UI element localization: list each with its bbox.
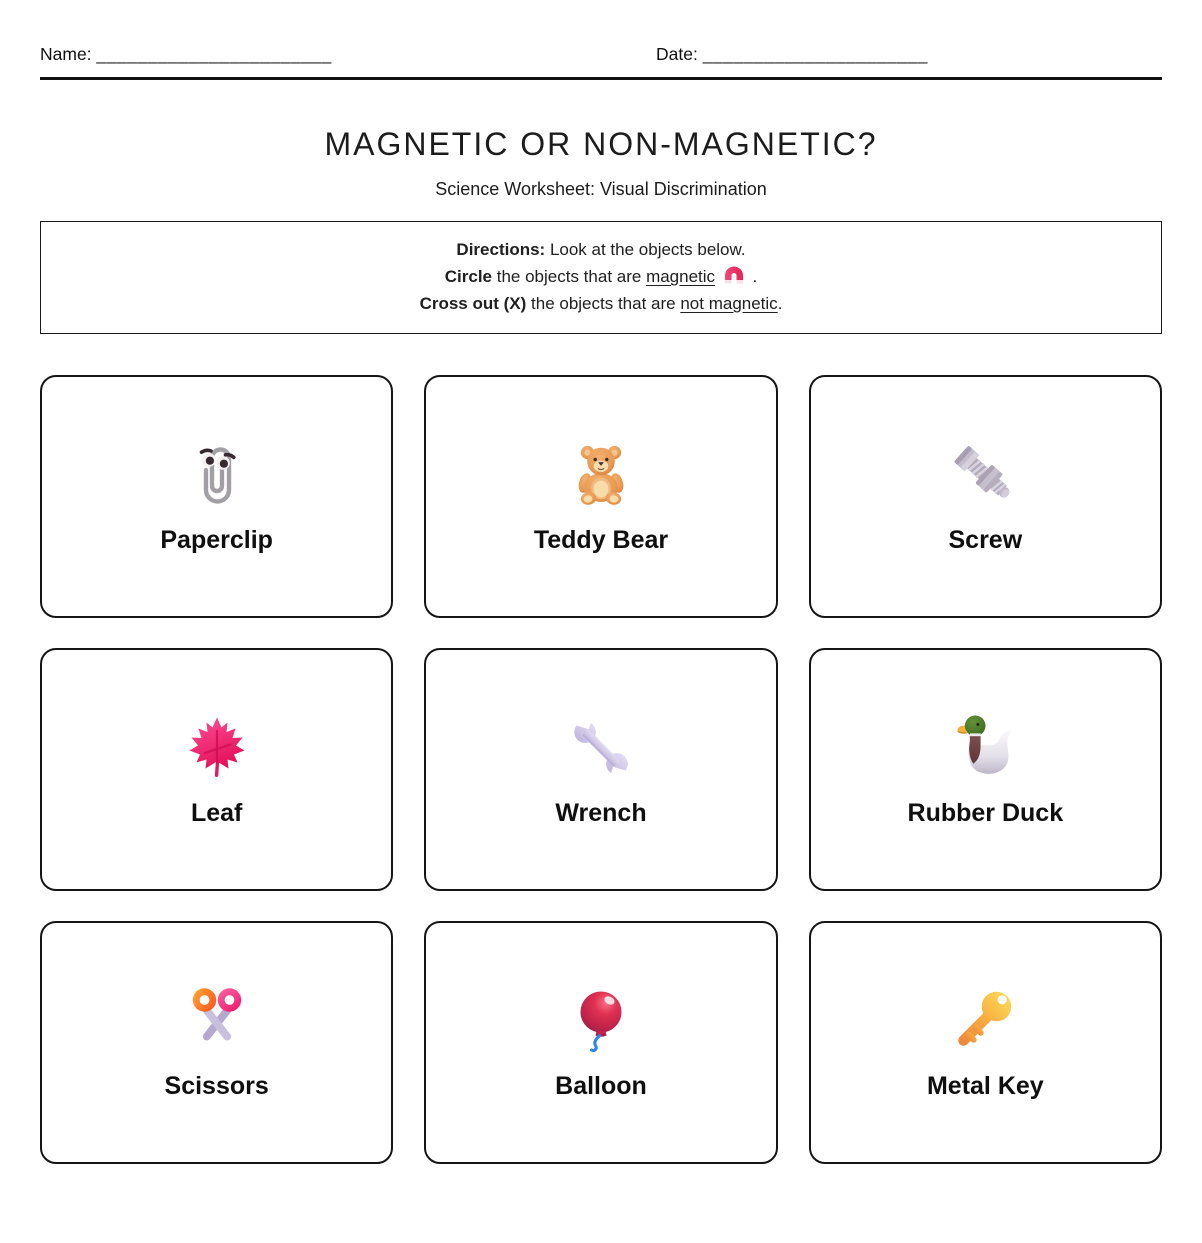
duck-icon [949,712,1021,784]
cross-out-bold: Cross out (X) [419,294,527,313]
wrench-icon [565,712,637,784]
card-label: Screw [948,525,1023,554]
directions-bold: Directions: [456,240,546,259]
header-divider [40,77,1162,80]
card-label: Wrench [555,798,647,827]
directions-text: Look at the objects below. [545,240,746,259]
worksheet-page [0,44,1202,1204]
magnetic-underlined: magnetic [646,267,716,286]
scissors-icon [181,985,253,1057]
date-field [656,44,928,65]
card-label: Leaf [190,798,243,827]
page-subtitle: Science Worksheet: Visual Discrimination [435,179,767,199]
directions-line-1 [51,236,1151,263]
magnet-icon [721,265,747,287]
circle-bold: Circle [444,267,493,286]
card-label: Scissors [164,1071,269,1100]
directions-box [40,221,1162,334]
directions-text: the objects that are [526,294,681,313]
not-magnetic-underlined: not magnetic [680,294,778,313]
page-title: MAGNETIC OR NON-MAGNETIC? [324,126,878,162]
balloon-icon [565,985,637,1057]
paperclip-clippy-icon [181,439,253,511]
card-balloon[interactable] [424,921,777,1164]
card-label: Metal Key [926,1071,1044,1100]
teddy-bear-icon [565,439,637,511]
date-label: Date: [656,44,698,64]
card-label: Teddy Bear [533,525,669,554]
directions-line-3 [51,290,1151,317]
name-date-header [40,44,1162,68]
card-paperclip[interactable] [40,375,393,618]
card-label: Rubber Duck [907,798,1064,827]
date-blank-line: ______________________ [702,44,928,64]
name-label: Name: [40,44,92,64]
card-rubber-duck[interactable] [809,648,1162,891]
card-label: Paperclip [160,525,273,554]
key-icon [949,985,1021,1057]
directions-text: . [747,267,758,286]
nut-and-bolt-icon [949,439,1021,511]
objects-grid [40,375,1162,1164]
card-metal-key[interactable] [809,921,1162,1164]
directions-text: . [777,294,783,313]
maple-leaf-icon [181,712,253,784]
card-label: Balloon [555,1071,647,1100]
directions-text: the objects that are [492,267,647,286]
card-leaf[interactable] [40,648,393,891]
card-wrench[interactable] [424,648,777,891]
name-field [40,44,332,65]
name-blank-line: _______________________ [96,44,332,64]
card-teddy-bear[interactable] [424,375,777,618]
card-scissors[interactable] [40,921,393,1164]
card-screw[interactable] [809,375,1162,618]
directions-line-2 [51,263,1151,290]
